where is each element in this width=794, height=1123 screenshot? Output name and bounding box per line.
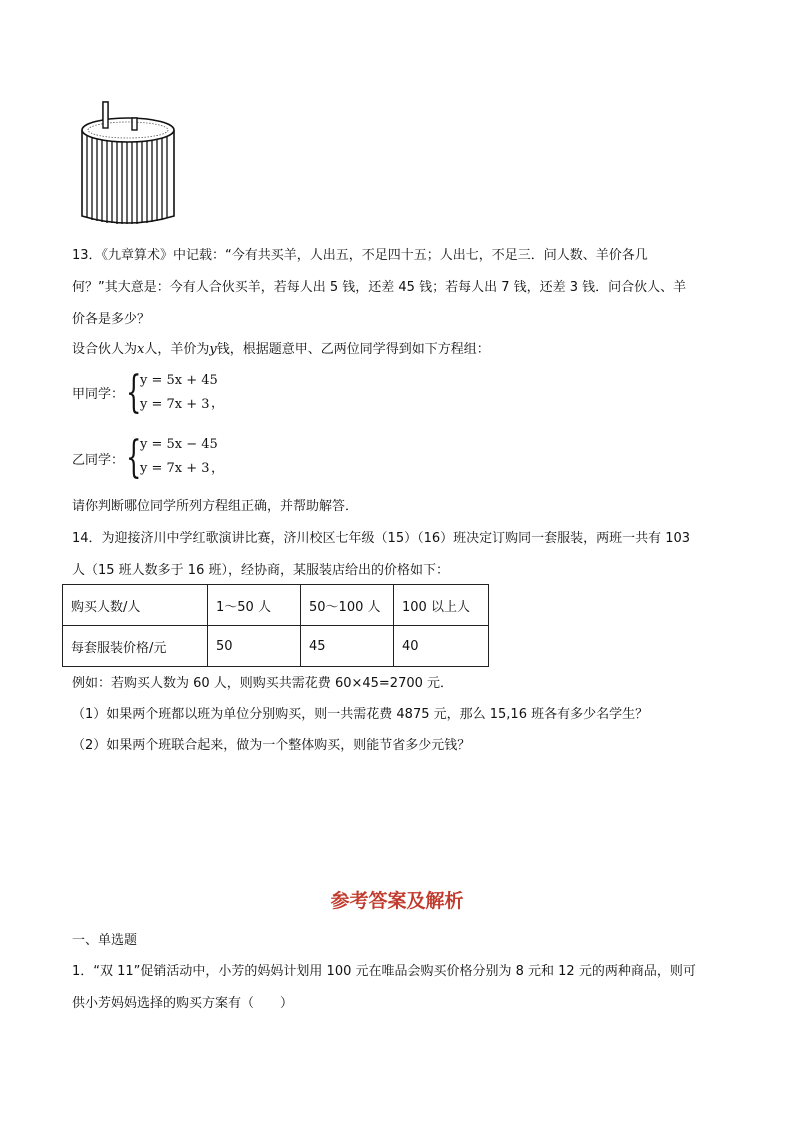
- q13-text-line3: 价各是多少？: [72, 312, 151, 327]
- q13-text-line1: 13．《九章算术》中记载：“今有共买羊，人出五，不足四十五；人出七，不足三．问人数、羊价各几: [72, 248, 648, 263]
- setup-pre: 设合伙人为: [72, 342, 138, 357]
- q13-setup: [72, 341, 490, 359]
- q14-sub2: （2）如果两个班联合起来，做为一个整体购买，则能节省多少元钱？: [72, 738, 471, 753]
- setup-mid: 人，羊价为: [144, 342, 210, 357]
- jia-comma: ，: [211, 396, 225, 411]
- jia-equation-2: y = 7x + 3: [140, 397, 210, 412]
- table-row: [63, 585, 489, 626]
- setup-var-y: y: [209, 342, 217, 357]
- answer-q1-line1: 1．“双 11”促销活动中，小芳的妈妈计划用 100 元在唯品会购买价格分别为 8 元和 12 元的两种商品，则可: [72, 964, 696, 979]
- table-cell: 购买人数/人: [63, 585, 208, 626]
- yi-equation-2: y = 7x + 3: [140, 461, 210, 476]
- setup-var-x: x: [137, 342, 145, 357]
- table-cell: 50～100 人: [301, 585, 394, 626]
- table-cell: 45: [301, 626, 394, 667]
- jia-label: 甲同学：: [72, 387, 125, 402]
- yi-equation-1: y = 5x − 45: [140, 437, 218, 452]
- jia-brace: {: [126, 367, 142, 418]
- yi-brace: {: [126, 432, 142, 483]
- yi-label: 乙同学：: [72, 453, 125, 468]
- section-heading: 一、单选题: [72, 933, 138, 948]
- answers-title: 参考答案及解析: [330, 890, 464, 912]
- table-cell: 每套服装价格/元: [63, 626, 208, 667]
- q13-text-line2: 何？”其大意是：今有人合伙买羊，若每人出 5 钱，还差 45 钱；若每人出 7 钱，还差 3 钱．问合伙人、羊: [72, 280, 687, 295]
- q14-text-line2: 人（15 班人数多于 16 班），经协商，某服装店给出的价格如下：: [72, 563, 449, 578]
- setup-post: 钱，根据题意甲、乙两位同学得到如下方程组：: [216, 342, 490, 357]
- yi-comma: ，: [211, 461, 225, 476]
- jia-equation-1: y = 5x + 45: [140, 373, 218, 388]
- q14-example: 例如：若购买人数为 60 人，则购买共需花费 60×45=2700 元．: [72, 676, 454, 691]
- answer-q1-line2: 供小芳妈妈选择的购买方案有（ ）: [72, 996, 294, 1011]
- table-row: [63, 626, 489, 667]
- cylinder-container-icon: [76, 98, 180, 228]
- price-table: [62, 584, 489, 667]
- q14-text-line1: 14．为迎接济川中学红歌演讲比赛，济川校区七年级（15）（16）班决定订购同一套服装，两班一共有 103: [72, 531, 691, 546]
- table-cell: 1～50 人: [208, 585, 301, 626]
- q14-sub1: （1）如果两个班都以班为单位分别购买，则一共需花费 4875 元，那么 15,16 班各有多少名学生？: [72, 707, 649, 722]
- q13-ask: 请你判断哪位同学所列方程组正确，并帮助解答．: [72, 499, 359, 514]
- table-cell: 40: [394, 626, 489, 667]
- table-cell: 50: [208, 626, 301, 667]
- table-cell: 100 以上人: [394, 585, 489, 626]
